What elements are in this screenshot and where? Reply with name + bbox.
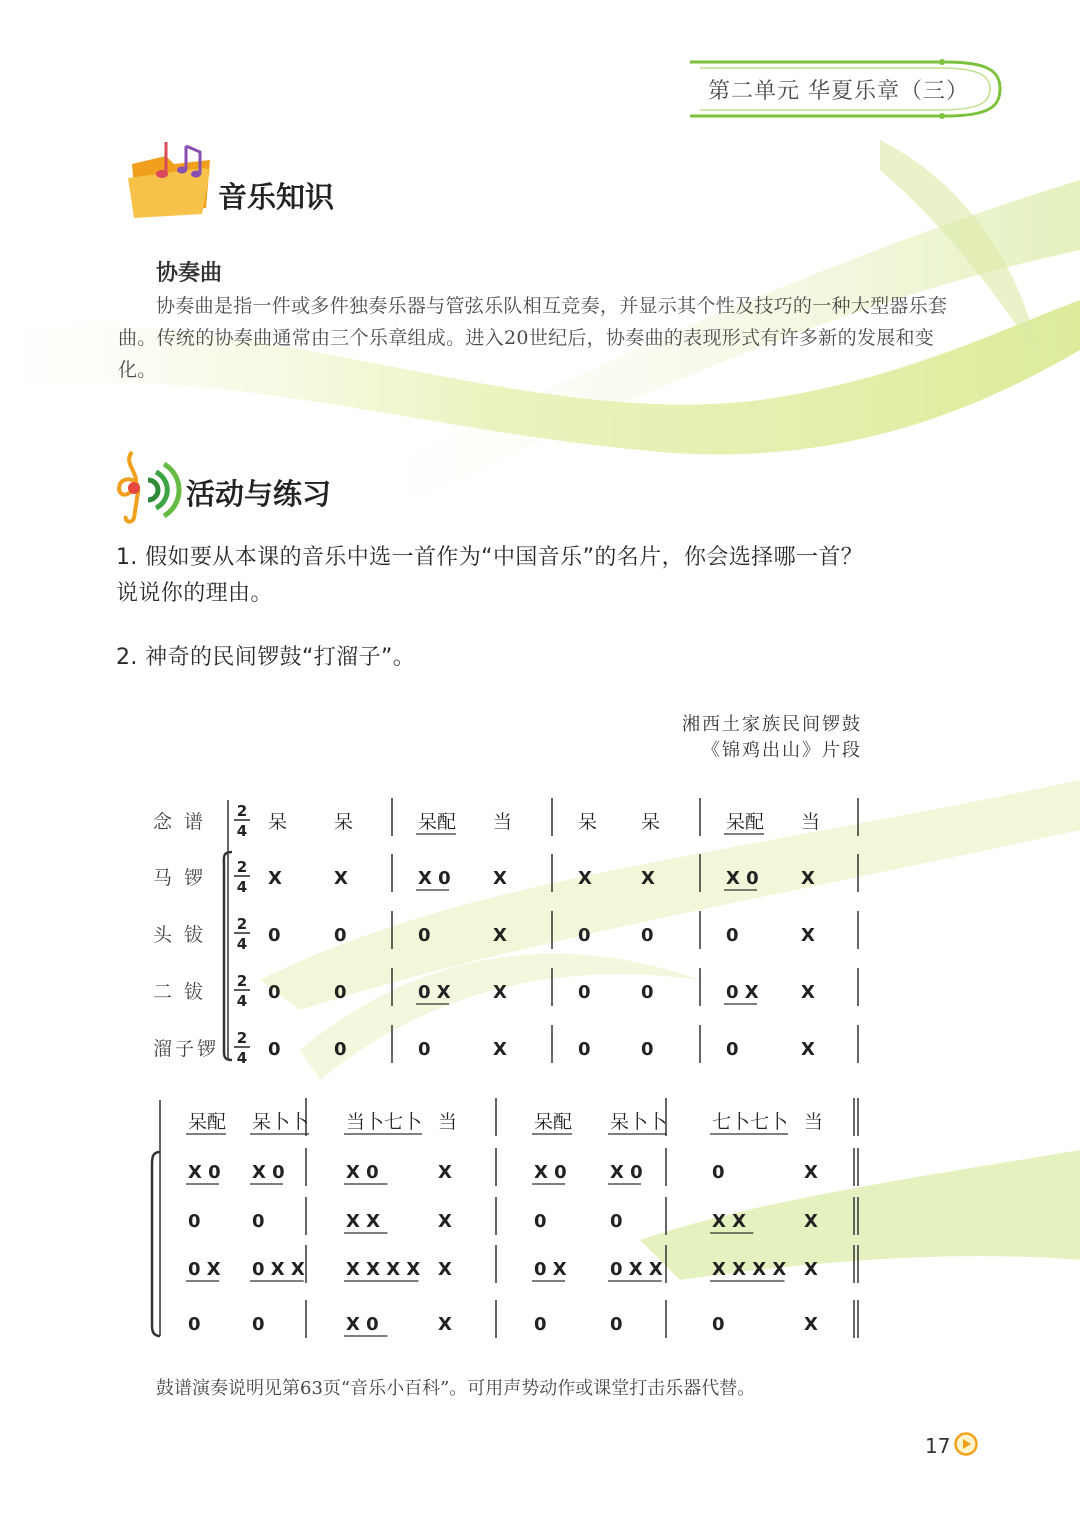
system2-cell: 0 — [712, 1162, 725, 1183]
system1-cell: 0 — [334, 982, 347, 1003]
system2-cell: X — [438, 1314, 452, 1335]
system1-cell: 呆 — [641, 811, 661, 833]
system1-cell: 0 — [334, 1039, 347, 1060]
time-signature-top: 2 — [236, 915, 248, 933]
unit-title: 第二单元 华夏乐章（三） — [708, 79, 969, 104]
score-source-line-1: 湘西土家族民间锣鼓 — [682, 714, 862, 735]
system1-cell: 0 — [418, 925, 431, 946]
system2-cell: X — [804, 1211, 818, 1232]
system2-cell: 当 — [438, 1111, 458, 1133]
system2-cell: 0 — [188, 1314, 201, 1335]
system1-cell: X — [334, 868, 348, 889]
system2-cell: 0 — [610, 1211, 623, 1232]
system-bracket — [152, 1152, 160, 1336]
system1-cell: 呆 — [334, 811, 354, 833]
system2-cell: 0 — [712, 1314, 725, 1335]
system1-cell: 0 — [268, 925, 281, 946]
part-label: 马 锣 — [153, 867, 207, 889]
system2-cell: X 0 — [346, 1162, 379, 1183]
system2-cell: 0 — [534, 1211, 547, 1232]
system2-cell: 0 — [252, 1211, 265, 1232]
system1-cell: 0 — [641, 1039, 654, 1060]
system1-cell: 0 — [726, 1039, 739, 1060]
system1-cell: X 0 — [418, 868, 451, 889]
system2-cell: X X X X — [346, 1259, 421, 1280]
section-title-music-knowledge: 音乐知识 — [218, 180, 335, 214]
system2-cell: X — [804, 1314, 818, 1335]
part-label: 二 钹 — [153, 981, 207, 1003]
section-title-activities: 活动与练习 — [186, 477, 332, 511]
system1-cell: 0 — [578, 982, 591, 1003]
system1-cell: X — [493, 868, 507, 889]
part-label: 头 钹 — [153, 924, 207, 946]
system1-cell: X — [578, 868, 592, 889]
system2-cell: 0 — [188, 1211, 201, 1232]
time-signature-bottom: 4 — [236, 822, 248, 840]
system2-cell: X 0 — [188, 1162, 221, 1183]
question-1-line-1: 1. 假如要从本课的音乐中选一首作为“中国音乐”的名片，你会选择哪一首？ — [116, 545, 864, 570]
system2-cell: 0 — [534, 1314, 547, 1335]
system2-cell: 0 — [252, 1314, 265, 1335]
question-1-line-2: 说说你的理由。 — [116, 581, 273, 606]
system1-cell: 0 — [726, 925, 739, 946]
system1-cell: 0 — [418, 1039, 431, 1060]
system1-cell: 0 — [268, 982, 281, 1003]
system1-cell: X — [641, 868, 655, 889]
system1-cell: X 0 — [726, 868, 759, 889]
system1-cell: 当 — [493, 811, 513, 833]
system2-cell: 0 X — [534, 1259, 567, 1280]
system1-cell: X — [801, 868, 815, 889]
system1-cell: 呆 — [578, 811, 598, 833]
time-signature-top: 2 — [236, 802, 248, 820]
system2-cell: X 0 — [534, 1162, 567, 1183]
system2-cell: X 0 — [346, 1314, 379, 1335]
system1-cell: X — [268, 868, 282, 889]
system1-cell: 呆 — [268, 811, 288, 833]
system1-cell: X — [493, 1039, 507, 1060]
system2-cell: X X X X — [712, 1259, 787, 1280]
system2-cell: X — [804, 1162, 818, 1183]
play-icon — [954, 1432, 978, 1456]
system2-cell: X X — [346, 1211, 381, 1232]
system1-cell: 0 X — [726, 982, 759, 1003]
time-signature-top: 2 — [236, 1029, 248, 1047]
system1-cell: X — [493, 925, 507, 946]
system2-cell: 呆卜卜 — [610, 1111, 668, 1133]
system1-cell: 呆配 — [418, 811, 457, 833]
system2-cell: 呆配 — [534, 1111, 573, 1133]
system2-cell: 0 — [610, 1314, 623, 1335]
system2-cell: 0 X — [188, 1259, 221, 1280]
question-2: 2. 神奇的民间锣鼓“打溜子”。 — [116, 645, 416, 670]
system2-cell: 当卜七卜 — [346, 1111, 423, 1133]
system2-cell: 呆配 — [188, 1111, 227, 1133]
system2-cell: 0 X X — [252, 1259, 305, 1280]
system1-cell: X — [493, 982, 507, 1003]
system1-cell: 0 X — [418, 982, 451, 1003]
subheading-concerto: 协奏曲 — [156, 261, 223, 286]
system2-cell: X — [438, 1259, 452, 1280]
part-label: 念 谱 — [153, 811, 207, 833]
system2-cell: X X — [712, 1211, 747, 1232]
system1-cell: 0 — [641, 982, 654, 1003]
system1-cell: X — [801, 925, 815, 946]
system1-cell: X — [801, 1039, 815, 1060]
system2-cell: 0 X X — [610, 1259, 663, 1280]
time-signature-bottom: 4 — [236, 992, 248, 1010]
system2-cell: 当 — [804, 1111, 824, 1133]
system2-cell: X 0 — [252, 1162, 285, 1183]
system1-cell: 0 — [268, 1039, 281, 1060]
system1-cell: 0 — [641, 925, 654, 946]
system2-cell: X — [438, 1211, 452, 1232]
time-signature-bottom: 4 — [236, 935, 248, 953]
time-signature-top: 2 — [236, 972, 248, 990]
time-signature-bottom: 4 — [236, 1049, 248, 1067]
system2-cell: X — [804, 1259, 818, 1280]
system1-cell: 呆配 — [726, 811, 765, 833]
system2-cell: X — [438, 1162, 452, 1183]
system2-cell: X 0 — [610, 1162, 643, 1183]
system1-cell: X — [801, 982, 815, 1003]
system1-cell: 当 — [801, 811, 821, 833]
time-signature-top: 2 — [236, 858, 248, 876]
part-label: 溜子锣 — [153, 1038, 220, 1060]
system1-cell: 0 — [578, 1039, 591, 1060]
footnote: 鼓谱演奏说明见第63页“音乐小百科”。可用声势动作或课堂打击乐器代替。 — [156, 1378, 756, 1399]
concerto-paragraph: 协奏曲是指一件或多件独奏乐器与管弦乐队相互竞奏，并显示其个性及技巧的一种大型器乐套曲。传统的协奏曲通常由三个乐章组成。进入20世纪后，协奏曲的表现形式有许多新的发展和变化。 — [118, 295, 948, 381]
page-number: 17 — [925, 1434, 951, 1458]
time-signature-bottom: 4 — [236, 878, 248, 896]
system2-cell: 呆卜卜 — [252, 1111, 310, 1133]
system2-cell: 七卜七卜 — [712, 1111, 789, 1133]
system1-cell: 0 — [334, 925, 347, 946]
system1-cell: 0 — [578, 925, 591, 946]
score-source-line-2: 《锦鸡出山》片段 — [702, 740, 862, 761]
